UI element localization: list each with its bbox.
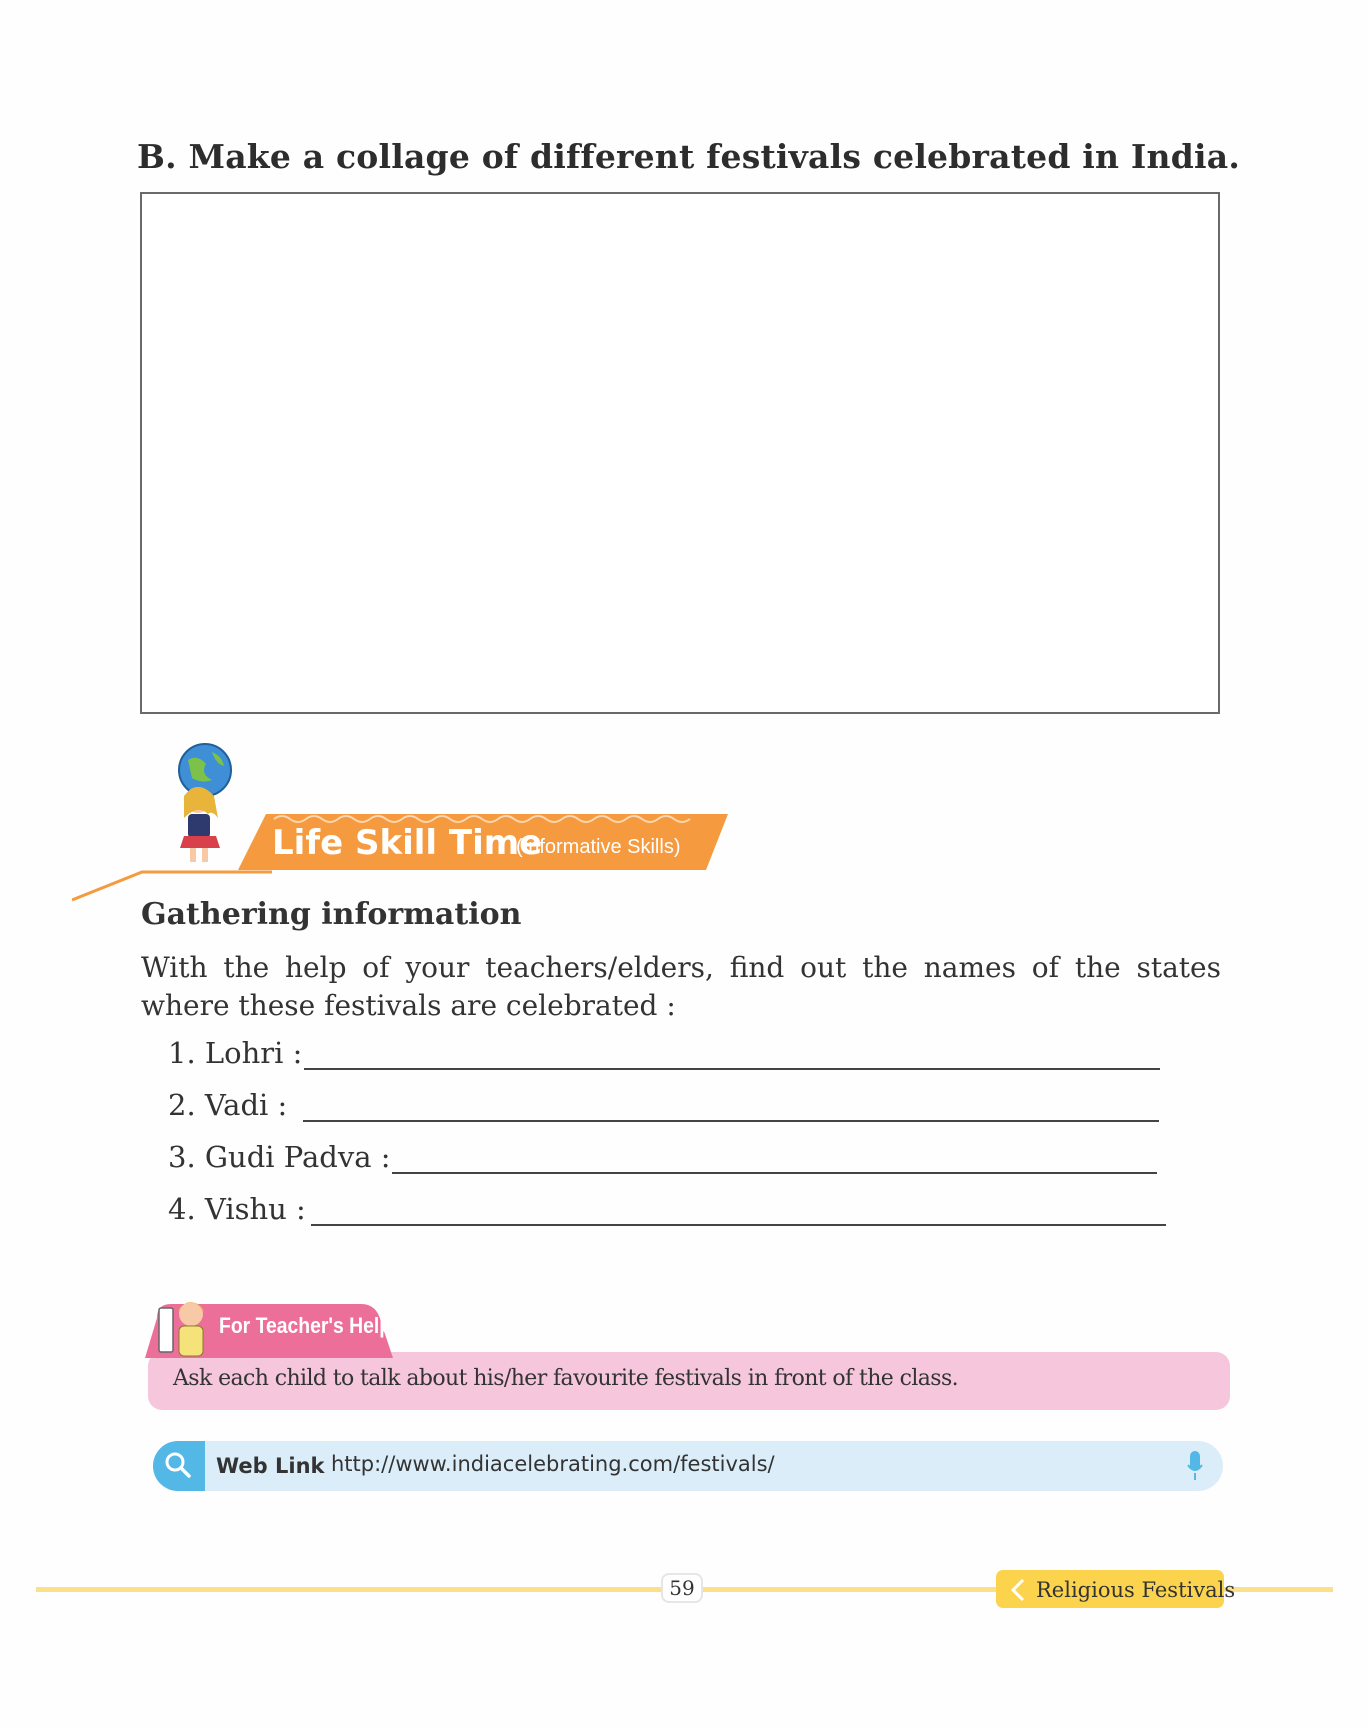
- question-label-lohri: 1. Lohri :: [168, 1036, 303, 1070]
- gathering-heading: Gathering information: [141, 897, 522, 932]
- answer-line-lohri[interactable]: [304, 1068, 1160, 1070]
- life-skill-subtitle: (Informative Skills): [516, 836, 681, 858]
- microphone-icon[interactable]: [1185, 1449, 1205, 1483]
- web-link-label: Web Link: [216, 1454, 325, 1478]
- answer-line-vadi[interactable]: [303, 1120, 1159, 1122]
- chevron-left-icon: [1009, 1578, 1027, 1602]
- teacher-help-text: Ask each child to talk about his/her favourite festivals in front of the class.: [173, 1366, 959, 1391]
- section-b-title: B. Make a collage of different festivals celebrated in India.: [137, 137, 1241, 176]
- instruction-text: With the help of your teachers/elders, find out the names of the states where these festivals are celebrated :: [141, 951, 1221, 1022]
- question-label-vadi: 2. Vadi :: [168, 1088, 288, 1122]
- answer-line-vishu[interactable]: [311, 1224, 1166, 1226]
- teacher-help-label: For Teacher's Help: [219, 1313, 392, 1338]
- page-number: 59: [661, 1573, 703, 1603]
- question-label-gudi-padva: 3. Gudi Padva :: [168, 1140, 391, 1174]
- collage-box[interactable]: [140, 192, 1220, 714]
- life-skill-title: Life Skill Time: [272, 823, 543, 863]
- chapter-name: Religious Festivals: [1036, 1578, 1236, 1602]
- search-icon-box: [153, 1441, 205, 1491]
- girl-with-globe-icon: [160, 738, 250, 868]
- search-icon: [153, 1441, 205, 1491]
- answer-line-gudi-padva[interactable]: [392, 1172, 1157, 1174]
- web-link-url[interactable]: http://www.indiacelebrating.com/festivals/: [331, 1452, 775, 1476]
- question-label-vishu: 4. Vishu :: [168, 1192, 306, 1226]
